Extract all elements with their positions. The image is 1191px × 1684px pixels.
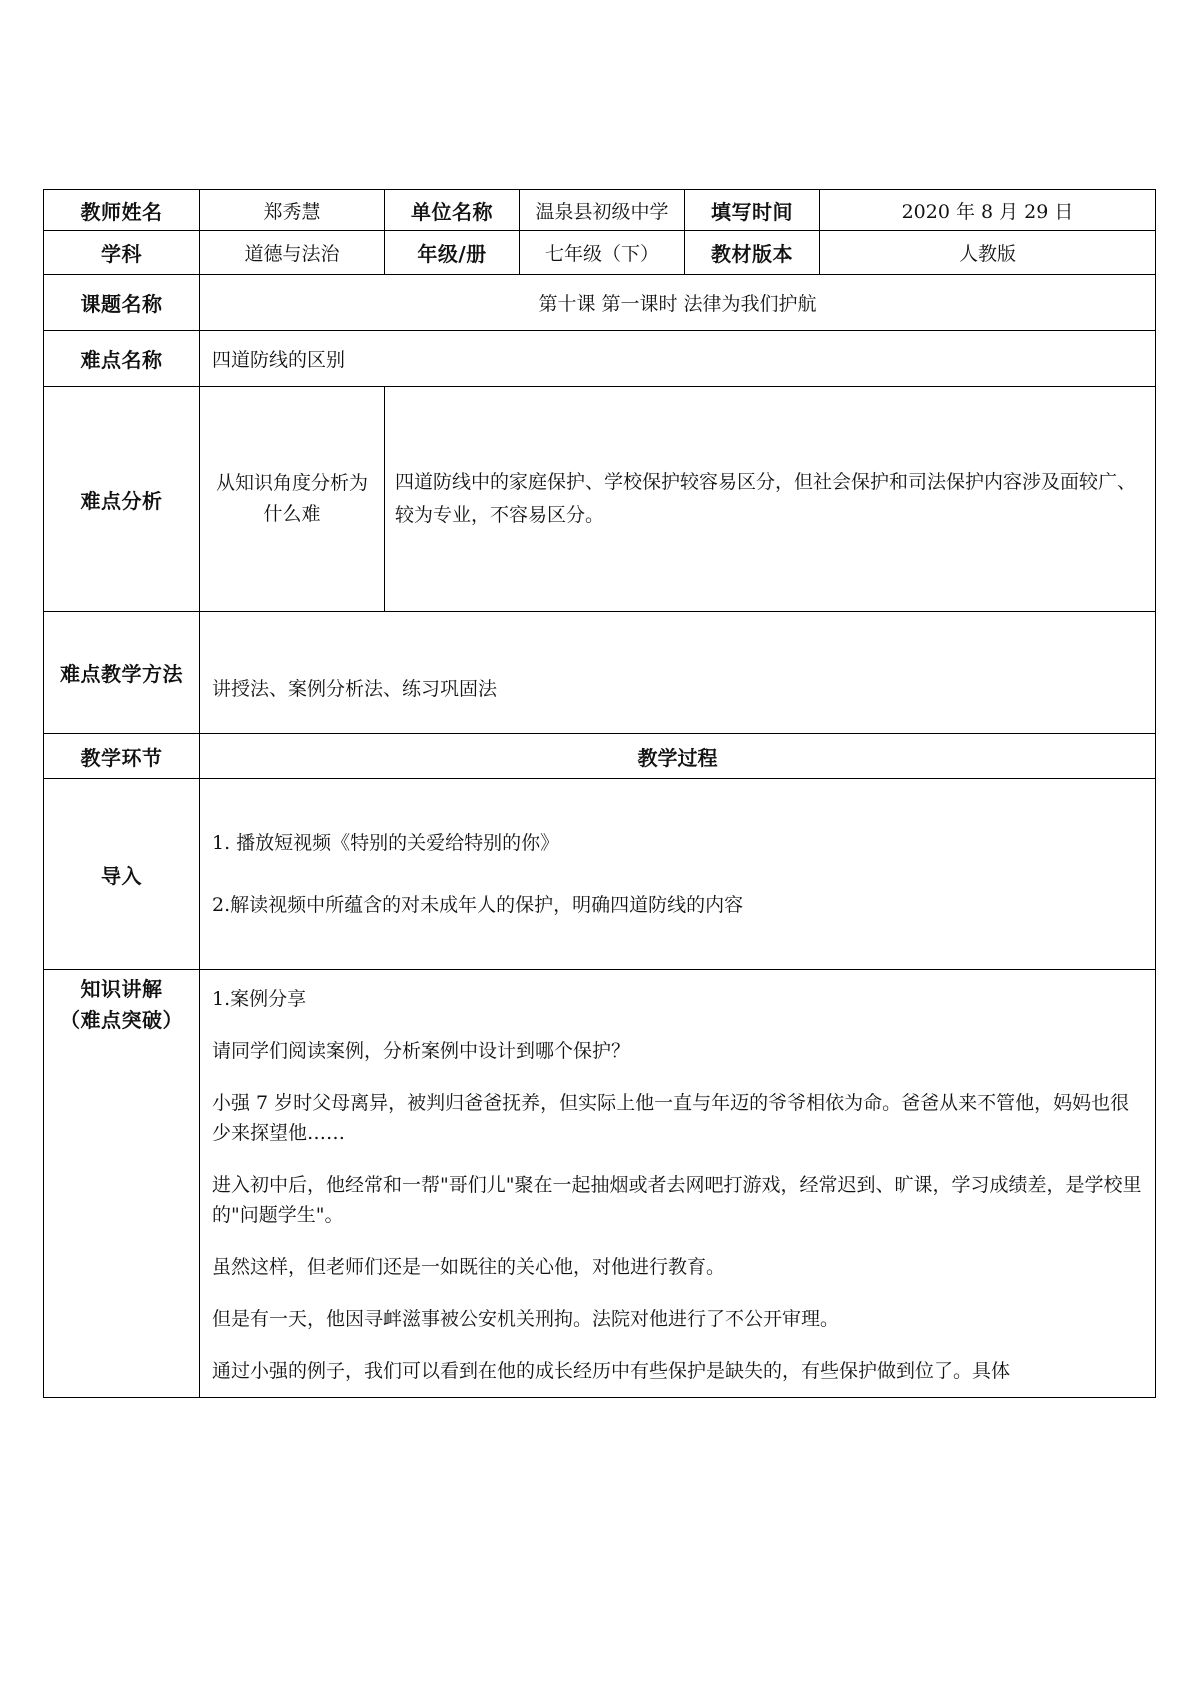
analysis-value: 四道防线中的家庭保护、学校保护较容易区分，但社会保护和司法保护内容涉及面较广、较为专业，不容易区分。 xyxy=(385,387,1156,612)
topic-row xyxy=(44,275,1156,331)
intro-body xyxy=(200,779,1156,970)
difficulty-row xyxy=(44,331,1156,387)
process-header-row xyxy=(44,734,1156,779)
grade-value: 七年级（下） xyxy=(520,231,685,275)
topic-label: 课题名称 xyxy=(44,275,200,331)
knowledge-paragraph: 进入初中后，他经常和一帮"哥们儿"聚在一起抽烟或者去网吧打游戏，经常迟到、旷课，学习成绩差，是学校里的"问题学生"。 xyxy=(212,1174,1142,1226)
fill-date-value: 2020 年 8 月 29 日 xyxy=(820,190,1156,231)
intro-row xyxy=(44,779,1156,970)
edition-label: 教材版本 xyxy=(685,231,820,275)
analysis-sub-label: 从知识角度分析为什么难 xyxy=(200,387,385,612)
intro-label: 导入 xyxy=(44,779,200,970)
analysis-label: 难点分析 xyxy=(44,387,200,612)
intro-line: 1. 播放短视频《特别的关爱给特别的你》 xyxy=(212,832,560,854)
difficulty-label: 难点名称 xyxy=(44,331,200,387)
method-row xyxy=(44,612,1156,734)
knowledge-body xyxy=(200,970,1156,1398)
method-label: 难点教学方法 xyxy=(44,612,200,734)
knowledge-paragraph: 1.案例分享 xyxy=(212,988,307,1010)
process-stage-label: 教学环节 xyxy=(44,734,200,779)
unit-name-label: 单位名称 xyxy=(385,190,520,231)
teacher-name-value: 郑秀慧 xyxy=(200,190,385,231)
topic-value: 第十课 第一课时 法律为我们护航 xyxy=(200,275,1156,331)
difficulty-value: 四道防线的区别 xyxy=(200,331,1156,387)
subject-label: 学科 xyxy=(44,231,200,275)
teacher-name-label: 教师姓名 xyxy=(44,190,200,231)
knowledge-label xyxy=(44,970,200,1398)
info-row-2 xyxy=(44,231,1156,275)
process-content-label: 教学过程 xyxy=(200,734,1156,779)
knowledge-paragraph: 小强 7 岁时父母离异，被判归爸爸抚养，但实际上他一直与年迈的爷爷相依为命。爸爸从来不管他，妈妈也很少来探望他…… xyxy=(212,1092,1130,1144)
method-value: 讲授法、案例分析法、练习巩固法 xyxy=(200,612,1156,734)
fill-date-label: 填写时间 xyxy=(685,190,820,231)
knowledge-paragraph: 但是有一天，他因寻衅滋事被公安机关刑拘。法院对他进行了不公开审理。 xyxy=(212,1308,840,1330)
edition-value: 人教版 xyxy=(820,231,1156,275)
info-row-1 xyxy=(44,190,1156,231)
analysis-row xyxy=(44,387,1156,612)
knowledge-paragraph: 请同学们阅读案例，分析案例中设计到哪个保护？ xyxy=(212,1040,631,1062)
grade-label: 年级/册 xyxy=(385,231,520,275)
subject-value: 道德与法治 xyxy=(200,231,385,275)
knowledge-row xyxy=(44,970,1156,1398)
intro-line: 2.解读视频中所蕴含的对未成年人的保护，明确四道防线的内容 xyxy=(212,894,744,916)
lesson-plan-table xyxy=(43,189,1156,1398)
knowledge-paragraph: 虽然这样，但老师们还是一如既往的关心他，对他进行教育。 xyxy=(212,1256,726,1278)
knowledge-paragraph: 通过小强的例子，我们可以看到在他的成长经历中有些保护是缺失的，有些保护做到位了。具体 xyxy=(212,1360,1011,1382)
knowledge-label-line2: （难点突破） xyxy=(60,1008,183,1032)
knowledge-label-line1: 知识讲解 xyxy=(80,977,163,1001)
unit-name-value: 温泉县初级中学 xyxy=(520,190,685,231)
